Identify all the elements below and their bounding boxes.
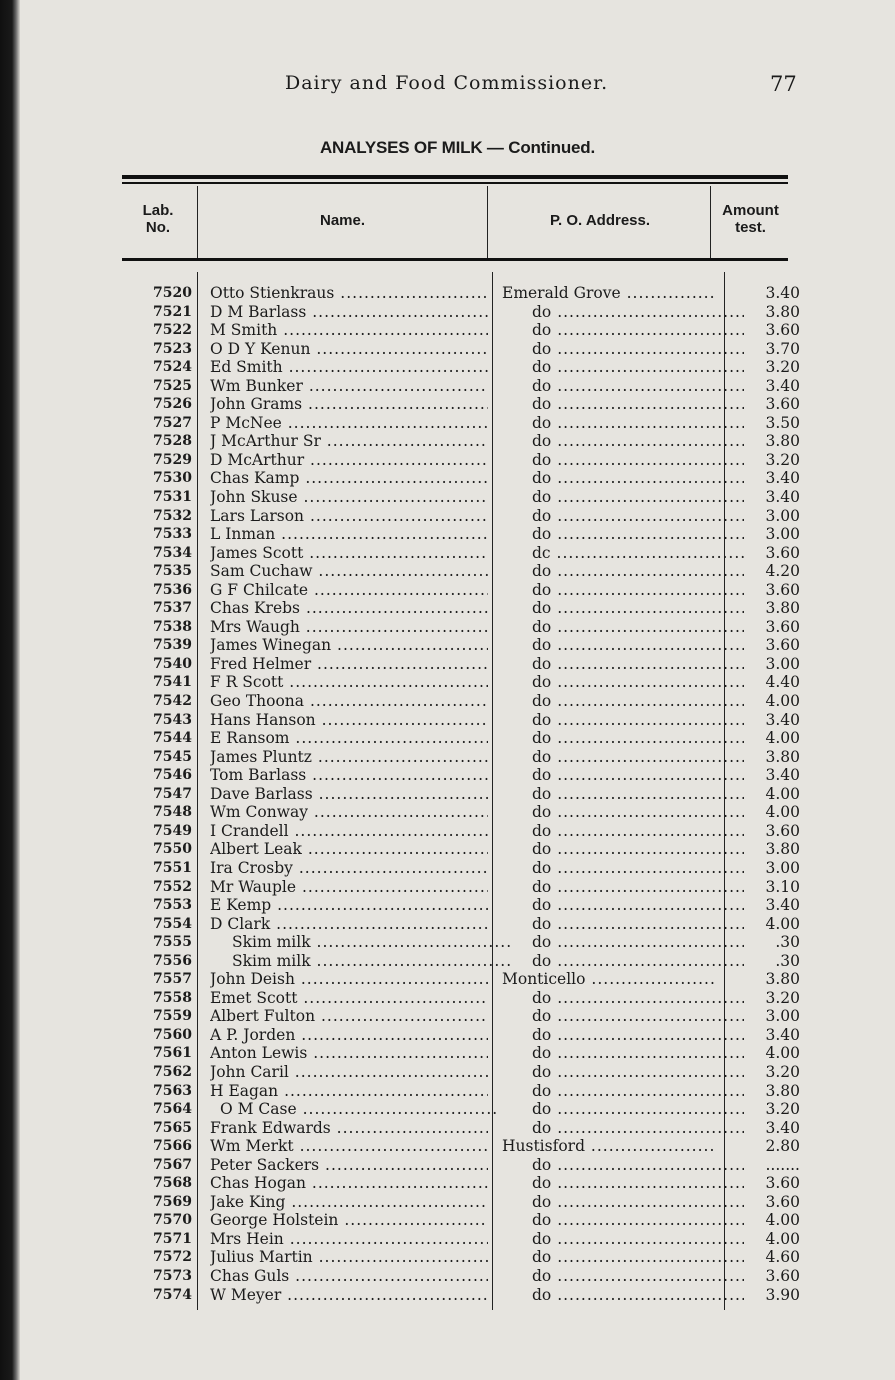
sample-name: A P. Jorden ..... [210,1026,488,1045]
po-address: do ..... [502,340,744,359]
sample-name: Ira Crosby ..... [210,859,488,878]
sample-name: Wm Merkt ..... [210,1137,488,1156]
lab-number: 7557 [153,971,192,988]
header-amount: Amount test. [722,202,779,236]
sample-name: E Ransom ..... [210,729,488,748]
table-row [20,840,895,859]
table-row [20,636,895,655]
table-row [20,1026,895,1045]
amount-test: 3.00 [765,506,800,525]
po-address: do ..... [502,1082,744,1101]
po-address: do ..... [502,377,744,396]
amount-test: 3.20 [765,1100,800,1119]
lab-number: 7531 [153,489,192,506]
sample-name: O M Case ..... [210,1100,498,1119]
table-row [20,618,895,637]
sample-name: Chas Guls ..... [210,1267,488,1286]
table-row [20,544,895,563]
po-address: do ..... [502,1026,744,1045]
header-name: Name. [319,212,366,229]
top-rule [122,175,788,179]
amount-test: 4.00 [765,1211,800,1230]
sample-name: F R Scott ..... [210,673,488,692]
table-row [20,581,895,600]
sample-name: Mrs Hein ..... [210,1230,488,1249]
sample-name: Julius Martin ..... [210,1248,488,1267]
table-row [20,451,895,470]
sample-name: Albert Fulton ..... [210,1007,488,1026]
sample-name: John Grams ..... [210,395,488,414]
amount-test: 3.80 [765,1081,800,1100]
amount-test: 3.90 [765,1285,800,1304]
sample-name: Emet Scott ..... [210,989,488,1008]
lab-number: 7565 [153,1119,192,1136]
lab-number: 7558 [153,989,192,1006]
sample-name: James Scott ..... [210,544,488,563]
lab-number: 7551 [153,859,192,876]
po-address: do ..... [502,321,744,340]
amount-test: 3.60 [765,395,800,414]
po-address: do ..... [502,562,744,581]
sample-name: Tom Barlass ..... [210,766,488,785]
amount-test: 4.60 [765,1248,800,1267]
lab-number: 7546 [153,767,192,784]
header-divider-3 [710,186,711,258]
table-row [20,525,895,544]
table-row [20,1193,895,1212]
po-address: do ..... [502,1193,744,1212]
po-address: do ..... [502,1267,744,1286]
po-address: do ..... [502,1156,744,1175]
amount-test: 4.40 [765,673,800,692]
sample-name: I Crandell ..... [210,822,488,841]
amount-test: 3.70 [765,339,800,358]
table-row [20,1100,895,1119]
po-address: do ..... [502,933,744,952]
po-address: do ..... [502,303,744,322]
amount-test: 4.20 [765,562,800,581]
lab-number: 7568 [153,1175,192,1192]
lab-number: 7553 [153,897,192,914]
top-rule-thin [122,182,788,184]
po-address: do ..... [502,952,744,971]
table-row [20,711,895,730]
lab-number: 7529 [153,451,192,468]
lab-number: 7574 [153,1286,192,1303]
lab-number: 7539 [153,637,192,654]
lab-number: 7527 [153,414,192,431]
sample-name: G F Chilcate ..... [210,581,488,600]
table-row [20,414,895,433]
sample-name: James Winegan ..... [210,636,488,655]
table-row [20,970,895,989]
lab-number: 7521 [153,303,192,320]
table-row [20,859,895,878]
sample-name: George Holstein ..... [210,1211,488,1230]
running-head: Dairy and Food Commissioner. [285,72,609,94]
lab-number: 7560 [153,1026,192,1043]
po-address: do ..... [502,1230,744,1249]
amount-test: 3.60 [765,1266,800,1285]
table-row [20,748,895,767]
table-row [20,1007,895,1026]
amount-test: 3.80 [765,970,800,989]
table-row [20,377,895,396]
po-address: do ..... [502,803,744,822]
table-row [20,284,895,303]
po-address: do ..... [502,395,744,414]
lab-number: 7538 [153,618,192,635]
sample-name: Frank Edwards ..... [210,1119,488,1138]
sample-name: Peter Sackers ..... [210,1156,488,1175]
table-title: ANALYSES OF MILK — Continued. [319,138,595,157]
header-divider-2 [487,186,488,258]
amount-test: 3.40 [765,766,800,785]
amount-test: 3.50 [765,413,800,432]
sample-name: Lars Larson ..... [210,507,488,526]
table-row [20,692,895,711]
sample-name: D Clark ..... [210,915,488,934]
table-row [20,1174,895,1193]
lab-number: 7571 [153,1230,192,1247]
po-address: do ..... [502,896,744,915]
amount-test: 3.40 [765,376,800,395]
po-address: do ..... [502,618,744,637]
po-address: do ..... [502,1007,744,1026]
lab-number: 7561 [153,1045,192,1062]
table-row [20,673,895,692]
po-address: do ..... [502,711,744,730]
amount-test: 3.40 [765,488,800,507]
po-address: do ..... [502,636,744,655]
amount-test: 3.60 [765,1174,800,1193]
po-address: do ..... [502,469,744,488]
sample-name: J McArthur Sr ..... [210,432,488,451]
book-binding-edge [0,0,20,1380]
po-address: Emerald Grove ..... [502,284,714,303]
table-row [20,822,895,841]
lab-number: 7535 [153,563,192,580]
lab-number: 7569 [153,1193,192,1210]
lab-number: 7544 [153,730,192,747]
lab-number: 7547 [153,785,192,802]
sample-name: W Meyer ..... [210,1286,488,1305]
amount-test: 2.80 [765,1137,800,1156]
amount-test: 3.00 [765,654,800,673]
sample-name: Sam Cuchaw ..... [210,562,488,581]
table-row [20,488,895,507]
po-address: do ..... [502,1044,744,1063]
amount-test: 4.00 [765,914,800,933]
po-address: do ..... [502,1100,744,1119]
sample-name: John Caril ..... [210,1063,488,1082]
lab-number: 7570 [153,1212,192,1229]
lab-number: 7522 [153,322,192,339]
amount-test: 3.80 [765,599,800,618]
po-address: do ..... [502,989,744,1008]
table-row [20,1082,895,1101]
amount-test: 3.60 [765,636,800,655]
header-divider-1 [197,186,198,258]
lab-number: 7534 [153,544,192,561]
po-address: do ..... [502,840,744,859]
amount-test: 3.80 [765,747,800,766]
header-address: P. O. Address. [549,212,651,229]
amount-test: 3.40 [765,1025,800,1044]
po-address: do ..... [502,1286,744,1305]
lab-number: 7555 [153,934,192,951]
po-address: do ..... [502,748,744,767]
amount-test: 3.20 [765,988,800,1007]
amount-test: 3.40 [765,469,800,488]
sample-name: James Pluntz ..... [210,748,488,767]
lab-number: 7572 [153,1249,192,1266]
table-row [20,395,895,414]
amount-test: 4.00 [765,1044,800,1063]
table-row [20,1286,895,1305]
amount-test: 3.00 [765,858,800,877]
table-row [20,599,895,618]
sample-name: Chas Kamp ..... [210,469,488,488]
sample-name: Mrs Waugh ..... [210,618,488,637]
sample-name: Skim milk ..... [210,933,510,952]
amount-test: .30 [775,951,800,970]
amount-test: 3.40 [765,710,800,729]
lab-number: 7536 [153,581,192,598]
table-row [20,303,895,322]
po-address: do ..... [502,581,744,600]
po-address: do ..... [502,1119,744,1138]
lab-number: 7550 [153,841,192,858]
table-row [20,989,895,1008]
amount-test: 3.80 [765,840,800,859]
lab-number: 7520 [153,285,192,301]
lab-number: 7524 [153,359,192,376]
table-row [20,803,895,822]
amount-test: 4.00 [765,1229,800,1248]
sample-name: Geo Thoona ..... [210,692,488,711]
table-row [20,1044,895,1063]
po-address: do ..... [502,525,744,544]
amount-test: 3.60 [765,543,800,562]
po-address: do ..... [502,507,744,526]
amount-test: 3.00 [765,1007,800,1026]
table-row [20,321,895,340]
po-address: do ..... [502,432,744,451]
po-address: dc ..... [502,544,744,563]
po-address: do ..... [502,822,744,841]
amount-test: 4.00 [765,692,800,711]
amount-test: 3.20 [765,1062,800,1081]
amount-test: 3.40 [765,1118,800,1137]
po-address: do ..... [502,488,744,507]
lab-number: 7540 [153,655,192,672]
po-address: Monticello ..... [502,970,714,989]
lab-number: 7554 [153,915,192,932]
lab-number: 7566 [153,1138,192,1155]
sample-name: P McNee ..... [210,414,488,433]
lab-number: 7523 [153,340,192,357]
amount-test: 3.60 [765,580,800,599]
table-row [20,562,895,581]
lab-number: 7541 [153,674,192,691]
table-row [20,655,895,674]
lab-number: 7537 [153,600,192,617]
table-row [20,1267,895,1286]
sample-name: Anton Lewis ..... [210,1044,488,1063]
table-row [20,340,895,359]
lab-number: 7530 [153,470,192,487]
lab-number: 7548 [153,804,192,821]
table-row [20,1156,895,1175]
sample-name: Jake King ..... [210,1193,488,1212]
lab-number: 7526 [153,396,192,413]
sample-name: Dave Barlass ..... [210,785,488,804]
amount-test: 3.10 [765,877,800,896]
po-address: do ..... [502,785,744,804]
po-address: do ..... [502,1063,744,1082]
po-address: do ..... [502,915,744,934]
table-row [20,1119,895,1138]
table-row [20,729,895,748]
amount-test: 3.20 [765,358,800,377]
lab-number: 7532 [153,507,192,524]
amount-test: 3.80 [765,432,800,451]
amount-test: 3.60 [765,1192,800,1211]
amount-test: 4.00 [765,784,800,803]
lab-number: 7556 [153,952,192,969]
sample-name: Skim milk ..... [210,952,510,971]
amount-test: 3.20 [765,450,800,469]
sample-name: Wm Conway ..... [210,803,488,822]
page-number: 77 [770,72,797,96]
po-address: do ..... [502,1211,744,1230]
sample-name: Chas Hogan ..... [210,1174,488,1193]
amount-test: 3.80 [765,302,800,321]
table-row [20,933,895,952]
lab-number: 7542 [153,693,192,710]
po-address: do ..... [502,1248,744,1267]
sample-name: Mr Wauple ..... [210,878,488,897]
table-row [20,766,895,785]
lab-number: 7533 [153,526,192,543]
po-address: do ..... [502,1174,744,1193]
sample-name: Fred Helmer ..... [210,655,488,674]
table-row [20,952,895,971]
po-address: do ..... [502,358,744,377]
sample-name: D M Barlass ..... [210,303,488,322]
sample-name: Albert Leak ..... [210,840,488,859]
header-lab-no: Lab. No. [142,202,174,236]
po-address: do ..... [502,692,744,711]
header-bottom-rule [122,258,788,261]
table-row [20,1248,895,1267]
amount-test: 3.60 [765,321,800,340]
table-row [20,1211,895,1230]
table-row [20,469,895,488]
table-row [20,1137,895,1156]
lab-number: 7552 [153,878,192,895]
table-body [20,284,895,1304]
amount-test: ....... [765,1155,800,1174]
lab-number: 7562 [153,1063,192,1080]
lab-number: 7563 [153,1082,192,1099]
lab-number: 7545 [153,748,192,765]
lab-number: 7559 [153,1008,192,1025]
amount-test: .30 [775,933,800,952]
amount-test: 4.00 [765,803,800,822]
sample-name: Chas Krebs ..... [210,599,488,618]
sample-name: H Eagan ..... [210,1082,488,1101]
amount-test: 3.40 [765,284,800,302]
lab-number: 7573 [153,1267,192,1284]
amount-test: 3.40 [765,896,800,915]
sample-name: John Deish ..... [210,970,488,989]
po-address: do ..... [502,673,744,692]
lab-number: 7525 [153,377,192,394]
lab-number: 7543 [153,711,192,728]
amount-test: 4.00 [765,729,800,748]
sample-name: L Inman ..... [210,525,488,544]
amount-test: 3.60 [765,617,800,636]
amount-test: 3.00 [765,525,800,544]
po-address: do ..... [502,729,744,748]
table-row [20,1230,895,1249]
sample-name: Otto Stienkraus ..... [210,284,488,303]
table-row [20,1063,895,1082]
po-address: do ..... [502,878,744,897]
po-address: do ..... [502,655,744,674]
lab-number: 7549 [153,822,192,839]
table-row [20,432,895,451]
lab-number: 7564 [153,1101,192,1118]
table-row [20,896,895,915]
lab-number: 7528 [153,433,192,450]
po-address: do ..... [502,766,744,785]
sample-name: Ed Smith ..... [210,358,488,377]
sample-name: D McArthur ..... [210,451,488,470]
po-address: do ..... [502,451,744,470]
po-address: do ..... [502,414,744,433]
sample-name: O D Y Kenun ..... [210,340,488,359]
po-address: Hustisford ..... [502,1137,714,1156]
sample-name: Hans Hanson ..... [210,711,488,730]
sample-name: M Smith ..... [210,321,488,340]
lab-number: 7567 [153,1156,192,1173]
amount-test: 3.60 [765,821,800,840]
table-row [20,785,895,804]
table-row [20,358,895,377]
table-row [20,507,895,526]
sample-name: Wm Bunker ..... [210,377,488,396]
sample-name: E Kemp ..... [210,896,488,915]
table-row [20,878,895,897]
sample-name: John Skuse ..... [210,488,488,507]
page [20,0,895,1380]
po-address: do ..... [502,599,744,618]
po-address: do ..... [502,859,744,878]
table-row [20,915,895,934]
